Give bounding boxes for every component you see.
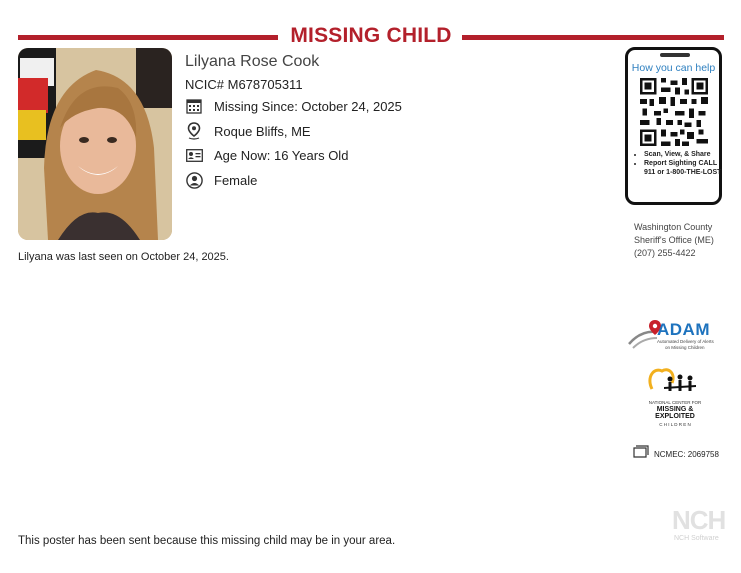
- qr-code[interactable]: [640, 78, 708, 146]
- ncmec-line4: C H I L D R E N: [659, 422, 691, 427]
- location-row: [185, 121, 311, 141]
- nch-mark: NCH: [672, 505, 726, 535]
- poster-footer: This poster has been sent because this missing child may be in your area.: [18, 535, 396, 547]
- ncmec-line2: MISSING &: [656, 406, 694, 413]
- nch-name: NCH Software: [674, 535, 719, 542]
- agency-phone: (207) 255-4422: [634, 248, 696, 258]
- id-card-icon: [185, 146, 203, 164]
- ncmec-line3: EXPLOITED: [655, 413, 695, 420]
- ncic-number: NCIC# M678705311: [185, 77, 303, 92]
- how-you-can-help-title: How you can help: [631, 62, 716, 74]
- ncmec-number-row: [633, 447, 719, 461]
- adam-wordmark: ADAM: [657, 320, 710, 339]
- poster-header: [18, 24, 724, 50]
- missing-since-row: [185, 96, 402, 116]
- age-row: [185, 145, 349, 165]
- gender-text: Female: [214, 172, 258, 188]
- poster-title: MISSING CHILD: [290, 24, 452, 47]
- help-item-report: • Report Sighting CALL 911 or 1-800-THE-LOST: [644, 159, 722, 177]
- person-icon: [185, 171, 203, 189]
- folder-icon: [633, 445, 649, 463]
- adam-tagline-2: on Missing Children: [665, 345, 705, 350]
- ncmec-logo: [646, 367, 704, 429]
- agency-name-line1: Washington County: [634, 222, 713, 232]
- child-name: Lilyana Rose Cook: [185, 53, 320, 70]
- phone-notch: [660, 53, 690, 57]
- last-seen-text: Lilyana was last seen on October 24, 2025.: [18, 251, 229, 263]
- header-rule-right: [462, 35, 724, 40]
- gender-row: [185, 170, 258, 190]
- missing-since-text: Missing Since: October 24, 2025: [214, 98, 402, 114]
- help-list: [630, 150, 722, 177]
- child-photo: [18, 48, 172, 240]
- help-item-share: • Scan, View, & Share: [644, 150, 722, 159]
- ncmec-number: NCMEC: 2069758: [654, 449, 719, 459]
- location-text: Roque Bliffs, ME: [214, 123, 311, 139]
- location-pin-icon: [185, 122, 203, 140]
- age-text: Age Now: 16 Years Old: [214, 147, 349, 163]
- calendar-icon: [185, 97, 203, 115]
- nch-software-logo: [672, 505, 732, 545]
- adam-logo: [627, 318, 719, 356]
- agency-name-line2: Sheriff's Office (ME): [634, 235, 714, 245]
- how-to-help-panel: [625, 47, 722, 205]
- ncmec-line1: NATIONAL CENTER FOR: [648, 400, 702, 405]
- agency-contact: [634, 221, 714, 260]
- adam-tagline-1: Automated Delivery of Alerts: [657, 339, 714, 344]
